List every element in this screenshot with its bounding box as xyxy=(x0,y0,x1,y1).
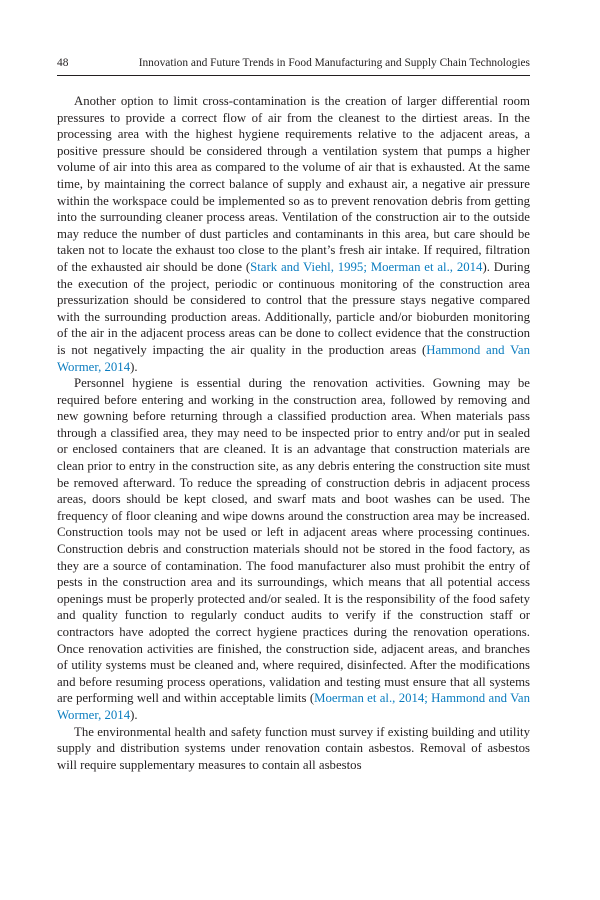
citation-link[interactable]: Moerman et al., 2014; Hammond and Van Wormer, 2014 xyxy=(57,691,530,722)
citation-link[interactable]: Stark and Viehl, 1995; Moerman et al., 2014 xyxy=(250,259,483,274)
header-rule xyxy=(57,75,530,76)
paragraph-asbestos xyxy=(57,724,530,774)
paragraph-text: ). xyxy=(130,359,138,374)
paragraph-text: ). xyxy=(130,707,138,722)
paragraph-text: ). During the execution of the project, periodic or continuous monitoring of the construction area pressurization should be considered to control that the pressure stays negative compared with the surrounding production areas. Additionally, particle and/or bioburden monitoring of the air in the adjacent process areas can be done to collect evidence that the construction is not negatively impacting the air quality in the production areas ( xyxy=(57,259,530,357)
paragraph-cross-contamination xyxy=(57,93,530,375)
paragraph-text: Personnel hygiene is essential during the renovation activities. Gowning may be required before entering and working in the construction area, followed by removing and new gowning before returning through a classified production area. When materials pass through a classified area, they may need to be inspected prior to entry and/or put in sealed or enclosed containers that are cleaned. It is an advantage that construction materials are clean prior to entry in the construction site, as any debris entering the construction site must be removed afterward. To reduce the spreading of construction debris in adjacent process areas, doors should be kept closed, and swarf mats and boot washes can be used. The frequency of floor cleaning and wipe downs around the construction area may be increased. Construction tools may not be used or left in adjacent areas where processing continues. Construction debris and construction materials should not be stored in the food factory, as they are a source of contamination. The food manufacturer also must prohibit the entry of pests in the construction area and its surroundings, which means that all potential access openings must be properly protected and/​or sealed. It is the responsibility of the food safety and quality function to regularly conduct audits to verify if the construction staff or contractors have adopted the correct hygiene practices during the renovation operations. Once renovation activities are finished, the construction side, adjacent areas, and branches of utility systems must be cleaned and, where required, disinfected. After the modifications and before resuming process operations, validation and testing must ensure that all systems are performing well and within acceptable limits ( xyxy=(57,376,530,706)
citation-link[interactable]: Hammond and Van Wormer, 2014 xyxy=(57,342,530,374)
body-text xyxy=(57,93,530,773)
running-title: Innovation and Future Trends in Food Manufacturing and Supply Chain Technologies xyxy=(138,57,530,69)
paragraph-personnel-hygiene xyxy=(57,375,530,723)
paragraph-text: Another option to limit cross-contamination is the creation of larger differential room pressures to provide a correct flow of air from the cleanest to the dirtiest areas. In the processing area with the highest hygiene requirements relative to the adjacent areas, a positive pressure should be considered through a ventilation system that pumps a higher volume of air into this area as compared to the volume of air that is exhausted. At the same time, by maintaining the correct balance of supply and exhaust air, a negative air pressure within the workspace could be implemented so as to prevent renovation debris from getting into the surrounding cleaner process areas. Ventilation of the construction air to the outside may reduce the number of dust particles and contaminants in this area, but care should be taken not to locate the exhaust too close to the plant’s fresh air intake. If required, filtration of the exhausted air should be done ( xyxy=(57,94,530,274)
page-header xyxy=(57,55,530,71)
paragraph-text: The environmental health and safety function must survey if existing building and utility supply and distribution systems under renovation contain asbestos. Removal of asbestos will require supplementary measures to contain all asbestos xyxy=(57,724,530,772)
page-number: 48 xyxy=(57,57,69,69)
